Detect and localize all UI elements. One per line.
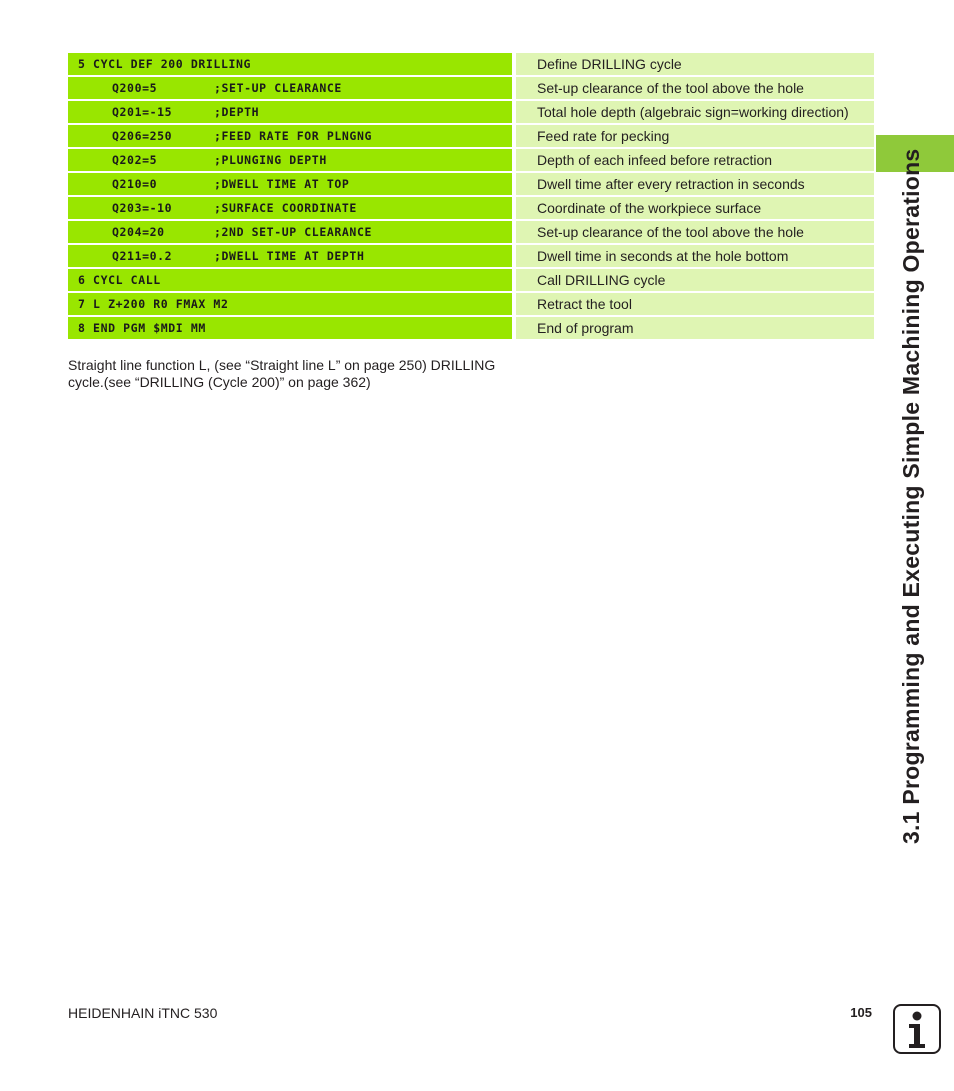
program-row — [68, 317, 874, 341]
nc-code-cell — [68, 77, 512, 101]
nc-program-table — [68, 53, 874, 341]
description-cell: Feed rate for pecking — [516, 125, 874, 149]
description-cell: Depth of each infeed before retraction — [516, 149, 874, 173]
nc-parameter: Q206=250 — [112, 129, 173, 143]
nc-code-cell — [68, 221, 512, 245]
page-number: 105 — [850, 1005, 872, 1020]
nc-code-cell — [68, 149, 512, 173]
program-row — [68, 245, 874, 269]
nc-parameter-comment: ;PLUNGING DEPTH — [214, 153, 327, 167]
description-cell: End of program — [516, 317, 874, 341]
description-cell: Set-up clearance of the tool above the hole — [516, 221, 874, 245]
program-row — [68, 197, 874, 221]
program-row — [68, 173, 874, 197]
nc-code-cell — [68, 293, 512, 317]
chapter-side-title: 3.1 Programming and Executing Simple Machining Operations — [898, 148, 924, 844]
nc-parameter-comment: ;DWELL TIME AT DEPTH — [214, 249, 365, 263]
nc-code-cell — [68, 269, 512, 293]
reference-note-line-1: Straight line function L, (see “Straight line L” on page 250) DRILLING — [68, 357, 496, 373]
nc-parameter-comment: ;SURFACE COORDINATE — [214, 201, 357, 215]
nc-parameter: Q210=0 — [112, 177, 158, 191]
nc-block-text: 7 L Z+200 R0 FMAX M2 — [78, 297, 229, 311]
nc-parameter: Q202=5 — [112, 153, 158, 167]
description-cell: Set-up clearance of the tool above the hole — [516, 77, 874, 101]
footer-manual-name: HEIDENHAIN iTNC 530 — [68, 1005, 218, 1021]
program-row — [68, 125, 874, 149]
program-row — [68, 149, 874, 173]
description-cell: Dwell time after every retraction in seconds — [516, 173, 874, 197]
nc-parameter-comment: ;SET-UP CLEARANCE — [214, 81, 342, 95]
nc-parameter: Q211=0.2 — [112, 249, 173, 263]
nc-code-cell — [68, 101, 512, 125]
description-cell: Total hole depth (algebraic sign=working direction) — [516, 101, 874, 125]
nc-parameter: Q204=20 — [112, 225, 165, 239]
nc-code-cell — [68, 197, 512, 221]
description-cell: Call DRILLING cycle — [516, 269, 874, 293]
nc-block-text: 5 CYCL DEF 200 DRILLING — [78, 57, 252, 71]
nc-parameter: Q201=-15 — [112, 105, 173, 119]
nc-parameter-comment: ;FEED RATE FOR PLNGNG — [214, 129, 372, 143]
description-cell: Retract the tool — [516, 293, 874, 317]
description-cell: Coordinate of the workpiece surface — [516, 197, 874, 221]
nc-code-cell — [68, 125, 512, 149]
description-cell: Define DRILLING cycle — [516, 53, 874, 77]
nc-code-cell — [68, 173, 512, 197]
reference-note-line-2: cycle.(see “DRILLING (Cycle 200)” on page 362) — [68, 374, 371, 390]
info-icon — [893, 1004, 941, 1054]
description-cell: Dwell time in seconds at the hole bottom — [516, 245, 874, 269]
nc-parameter-comment: ;DWELL TIME AT TOP — [214, 177, 350, 191]
nc-parameter: Q203=-10 — [112, 201, 173, 215]
program-row — [68, 101, 874, 125]
program-row — [68, 53, 874, 77]
program-row — [68, 269, 874, 293]
program-row — [68, 221, 874, 245]
nc-block-text: 8 END PGM $MDI MM — [78, 321, 206, 335]
nc-code-cell — [68, 245, 512, 269]
nc-block-text: 6 CYCL CALL — [78, 273, 161, 287]
nc-parameter: Q200=5 — [112, 81, 158, 95]
program-row — [68, 77, 874, 101]
nc-parameter-comment: ;2ND SET-UP CLEARANCE — [214, 225, 372, 239]
nc-code-cell — [68, 317, 512, 341]
nc-parameter-comment: ;DEPTH — [214, 105, 260, 119]
nc-code-cell — [68, 53, 512, 77]
reference-note — [68, 357, 528, 391]
program-row — [68, 293, 874, 317]
